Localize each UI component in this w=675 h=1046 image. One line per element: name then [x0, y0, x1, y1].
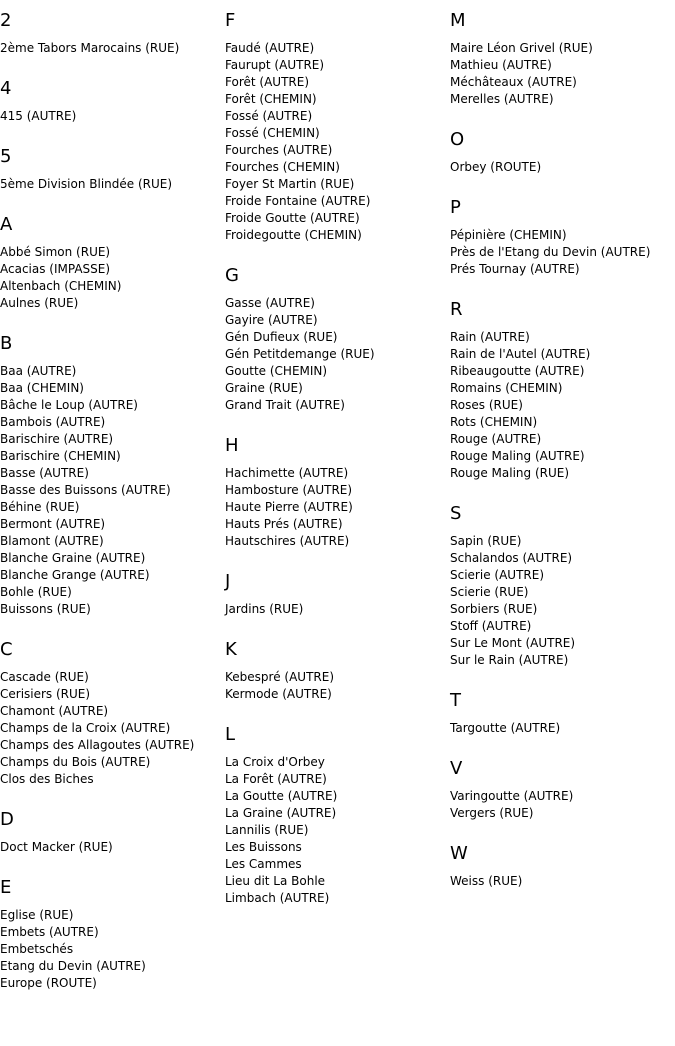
street-entry[interactable]: Mathieu (AUTRE)	[450, 58, 552, 72]
street-entry[interactable]: Basse des Buissons (AUTRE)	[0, 483, 171, 497]
street-entry[interactable]: Sapin (RUE)	[450, 534, 522, 548]
street-list	[450, 159, 672, 176]
letter-heading: 5	[0, 146, 12, 167]
street-entry[interactable]: Clos des Biches	[0, 772, 94, 786]
street-entry[interactable]: Buissons (RUE)	[0, 602, 91, 616]
letter-heading: O	[450, 129, 465, 150]
street-entry[interactable]: Scierie (RUE)	[450, 585, 529, 599]
street-list	[0, 108, 222, 125]
street-entry[interactable]: Faurupt (AUTRE)	[225, 58, 325, 72]
street-entry[interactable]: Barischire (CHEMIN)	[0, 449, 121, 463]
street-entry[interactable]: Lannilis (RUE)	[225, 823, 309, 837]
letter-section	[450, 10, 672, 108]
street-entry[interactable]: La Graine (AUTRE)	[225, 806, 337, 820]
street-entry[interactable]: 415 (AUTRE)	[0, 109, 77, 123]
street-entry[interactable]: Weiss (RUE)	[450, 874, 523, 888]
street-entry[interactable]: Champs de la Croix (AUTRE)	[0, 721, 171, 735]
street-entry[interactable]: Baa (AUTRE)	[0, 364, 77, 378]
street-entry[interactable]: Béhine (RUE)	[0, 500, 80, 514]
street-entry[interactable]: Jardins (RUE)	[225, 602, 304, 616]
street-list	[225, 669, 447, 703]
letter-heading: F	[225, 10, 236, 31]
street-entry[interactable]: Hauts Prés (AUTRE)	[225, 517, 343, 531]
letter-section	[450, 690, 672, 737]
street-entry[interactable]: Fossé (CHEMIN)	[225, 126, 320, 140]
street-list	[225, 601, 447, 618]
letter-heading: 2	[0, 10, 12, 31]
street-entry[interactable]: Sur Le Mont (AUTRE)	[450, 636, 576, 650]
street-entry[interactable]: Rouge (AUTRE)	[450, 432, 542, 446]
street-entry[interactable]: Maire Léon Grivel (RUE)	[450, 41, 593, 55]
street-entry[interactable]: Bermont (AUTRE)	[0, 517, 106, 531]
street-list	[0, 363, 222, 618]
street-entry[interactable]: Rain (AUTRE)	[450, 330, 530, 344]
letter-heading: A	[0, 214, 13, 235]
street-entry[interactable]: Froide Fontaine (AUTRE)	[225, 194, 371, 208]
street-entry[interactable]: Fourches (AUTRE)	[225, 143, 333, 157]
letter-heading: V	[450, 758, 463, 779]
street-entry[interactable]: Champs du Bois (AUTRE)	[0, 755, 151, 769]
street-entry[interactable]: Stoff (AUTRE)	[450, 619, 532, 633]
street-entry[interactable]: Près de l'Etang du Devin (AUTRE)	[450, 245, 651, 259]
street-entry[interactable]: Faudé (AUTRE)	[225, 41, 315, 55]
street-entry[interactable]: La Croix d'Orbey	[225, 755, 325, 769]
street-entry[interactable]: Targoutte (AUTRE)	[450, 721, 561, 735]
street-list	[0, 176, 222, 193]
index-column-2	[225, 10, 447, 928]
street-entry[interactable]: Vergers (RUE)	[450, 806, 534, 820]
street-entry[interactable]: Rain de l'Autel (AUTRE)	[450, 347, 591, 361]
letter-section	[0, 877, 222, 992]
street-entry[interactable]: Chamont (AUTRE)	[0, 704, 109, 718]
street-entry[interactable]: Pépinière (CHEMIN)	[450, 228, 567, 242]
letter-heading: E	[0, 877, 12, 898]
letter-section	[450, 843, 672, 890]
street-entry[interactable]: Rouge Maling (RUE)	[450, 466, 570, 480]
street-list	[0, 839, 222, 856]
street-entry[interactable]: Goutte (CHEMIN)	[225, 364, 328, 378]
street-entry[interactable]: Roses (RUE)	[450, 398, 523, 412]
street-entry[interactable]: Forêt (AUTRE)	[225, 75, 309, 89]
letter-section	[225, 724, 447, 907]
street-entry[interactable]: Merelles (AUTRE)	[450, 92, 554, 106]
street-entry[interactable]: Ribeaugoutte (AUTRE)	[450, 364, 585, 378]
letter-section	[225, 435, 447, 550]
street-entry[interactable]: Scierie (AUTRE)	[450, 568, 545, 582]
street-entry[interactable]: La Forêt (AUTRE)	[225, 772, 327, 786]
index-column-3	[450, 10, 672, 911]
street-entry[interactable]: Blamont (AUTRE)	[0, 534, 104, 548]
street-list	[225, 465, 447, 550]
street-list	[450, 720, 672, 737]
street-entry[interactable]: Basse (AUTRE)	[0, 466, 89, 480]
street-entry[interactable]: 5ème Division Blindée (RUE)	[0, 177, 173, 191]
street-list	[450, 329, 672, 482]
street-entry[interactable]: Graine (RUE)	[225, 381, 303, 395]
letter-section	[450, 503, 672, 669]
street-list	[225, 754, 447, 907]
letter-heading: G	[225, 265, 239, 286]
street-entry[interactable]: Sur le Rain (AUTRE)	[450, 653, 569, 667]
letter-section	[0, 214, 222, 312]
street-entry[interactable]: Rouge Maling (AUTRE)	[450, 449, 585, 463]
street-entry[interactable]: Foyer St Martin (RUE)	[225, 177, 355, 191]
street-entry[interactable]: Gén Petitdemange (RUE)	[225, 347, 375, 361]
street-entry[interactable]: Embets (AUTRE)	[0, 925, 99, 939]
street-entry[interactable]: Europe (ROUTE)	[0, 976, 97, 990]
street-entry[interactable]: Rots (CHEMIN)	[450, 415, 538, 429]
index-column-1	[0, 10, 222, 1013]
street-entry[interactable]: 2ème Tabors Marocains (RUE)	[0, 41, 180, 55]
street-entry[interactable]: Forêt (CHEMIN)	[225, 92, 317, 106]
street-entry[interactable]: Baa (CHEMIN)	[0, 381, 84, 395]
street-entry[interactable]: Froide Goutte (AUTRE)	[225, 211, 360, 225]
street-entry[interactable]: Orbey (ROUTE)	[450, 160, 542, 174]
street-entry[interactable]: Altenbach (CHEMIN)	[0, 279, 122, 293]
street-entry[interactable]: Abbé Simon (RUE)	[0, 245, 111, 259]
street-entry[interactable]: Eglise (RUE)	[0, 908, 74, 922]
letter-section	[225, 571, 447, 618]
letter-section	[0, 639, 222, 788]
street-entry[interactable]: Aulnes (RUE)	[0, 296, 79, 310]
street-entry[interactable]: Gasse (AUTRE)	[225, 296, 315, 310]
letter-section	[450, 758, 672, 822]
letter-heading: D	[0, 809, 14, 830]
letter-heading: M	[450, 10, 466, 31]
street-entry[interactable]: Kermode (AUTRE)	[225, 687, 332, 701]
street-entry[interactable]: Varingoutte (AUTRE)	[450, 789, 574, 803]
street-list	[225, 40, 447, 244]
street-list	[450, 533, 672, 669]
letter-section	[0, 78, 222, 125]
street-entry[interactable]: Barischire (AUTRE)	[0, 432, 114, 446]
street-entry[interactable]: Les Cammes	[225, 857, 302, 871]
street-entry[interactable]: Lieu dit La Bohle	[225, 874, 326, 888]
street-list	[0, 669, 222, 788]
street-list	[450, 40, 672, 108]
street-entry[interactable]: Bambois (AUTRE)	[0, 415, 106, 429]
street-entry[interactable]: Blanche Graine (AUTRE)	[0, 551, 146, 565]
street-entry[interactable]: Froidegoutte (CHEMIN)	[225, 228, 362, 242]
street-entry[interactable]: Grand Trait (AUTRE)	[225, 398, 345, 412]
street-entry[interactable]: Fossé (AUTRE)	[225, 109, 313, 123]
street-entry[interactable]: Embetschés	[0, 942, 74, 956]
letter-section	[0, 146, 222, 193]
street-entry[interactable]: Kebespré (AUTRE)	[225, 670, 334, 684]
street-list	[0, 244, 222, 312]
street-list	[225, 295, 447, 414]
letter-section	[0, 10, 222, 57]
street-entry[interactable]: Acacias (IMPASSE)	[0, 262, 111, 276]
letter-heading: T	[450, 690, 461, 711]
street-list	[450, 873, 672, 890]
letter-heading: P	[450, 197, 461, 218]
street-entry[interactable]: Etang du Devin (AUTRE)	[0, 959, 146, 973]
street-entry[interactable]: Bohle (RUE)	[0, 585, 72, 599]
street-entry[interactable]: Hachimette (AUTRE)	[225, 466, 349, 480]
letter-section	[450, 197, 672, 278]
street-entry[interactable]: La Goutte (AUTRE)	[225, 789, 338, 803]
letter-section	[225, 265, 447, 414]
street-entry[interactable]: Hautschires (AUTRE)	[225, 534, 350, 548]
letter-heading: W	[450, 843, 468, 864]
street-entry[interactable]: Schalandos (AUTRE)	[450, 551, 573, 565]
street-entry[interactable]: Méchâteaux (AUTRE)	[450, 75, 577, 89]
letter-heading: S	[450, 503, 462, 524]
street-entry[interactable]: Cascade (RUE)	[0, 670, 89, 684]
street-entry[interactable]: Hambosture (AUTRE)	[225, 483, 353, 497]
street-list	[450, 788, 672, 822]
letter-heading: J	[225, 571, 231, 592]
letter-heading: L	[225, 724, 236, 745]
letter-section	[225, 639, 447, 703]
letter-heading: H	[225, 435, 239, 456]
street-entry[interactable]: Sorbiers (RUE)	[450, 602, 538, 616]
letter-section	[450, 299, 672, 482]
street-entry[interactable]: Fourches (CHEMIN)	[225, 160, 340, 174]
street-entry[interactable]: Haute Pierre (AUTRE)	[225, 500, 353, 514]
letter-heading: K	[225, 639, 237, 660]
letter-heading: B	[0, 333, 13, 354]
street-entry[interactable]: Bâche le Loup (AUTRE)	[0, 398, 138, 412]
street-entry[interactable]: Romains (CHEMIN)	[450, 381, 563, 395]
street-entry[interactable]: Cerisiers (RUE)	[0, 687, 91, 701]
street-entry[interactable]: Gayire (AUTRE)	[225, 313, 318, 327]
street-entry[interactable]: Limbach (AUTRE)	[225, 891, 330, 905]
letter-section	[0, 333, 222, 618]
street-entry[interactable]: Prés Tournay (AUTRE)	[450, 262, 580, 276]
street-entry[interactable]: Blanche Grange (AUTRE)	[0, 568, 150, 582]
letter-heading: C	[0, 639, 13, 660]
street-entry[interactable]: Champs des Allagoutes (AUTRE)	[0, 738, 195, 752]
letter-heading: 4	[0, 78, 12, 99]
letter-heading: R	[450, 299, 463, 320]
street-list	[450, 227, 672, 278]
letter-section	[0, 809, 222, 856]
street-entry[interactable]: Les Buissons	[225, 840, 302, 854]
street-list	[0, 907, 222, 992]
letter-section	[225, 10, 447, 244]
street-entry[interactable]: Gén Dufieux (RUE)	[225, 330, 338, 344]
street-entry[interactable]: Doct Macker (RUE)	[0, 840, 113, 854]
letter-section	[450, 129, 672, 176]
street-list	[0, 40, 222, 57]
